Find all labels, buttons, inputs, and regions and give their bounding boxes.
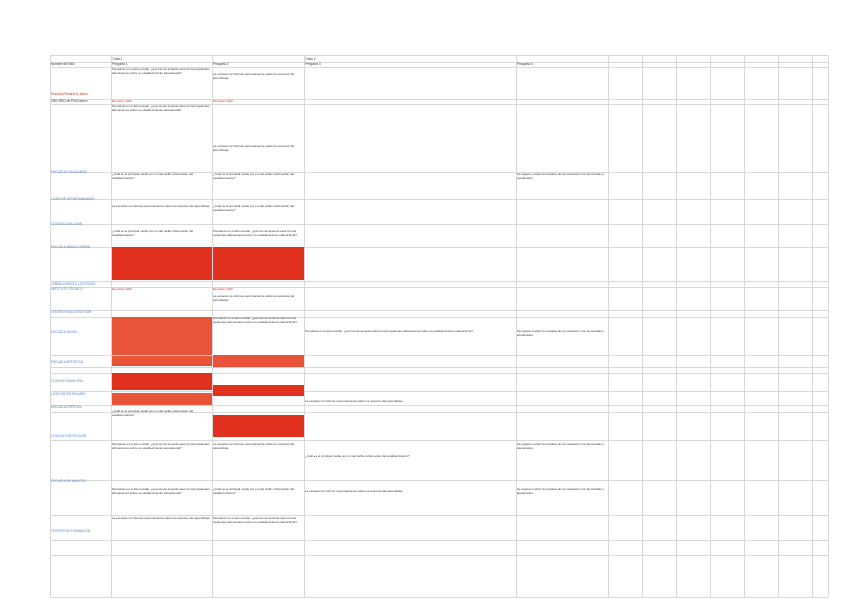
alert-marker: Red Alert 2020 (112, 99, 132, 103)
cell-text: La escuela me informa oportunamente sobre los avances del aprendizaje (213, 442, 296, 450)
alert-cell[interactable] (213, 355, 304, 367)
row-name[interactable]: ESCUELA ARTÍSTICA (51, 360, 84, 364)
col-names-header: Nombre del Sitio (51, 62, 75, 66)
cell-text: ¿Cuál es el principal medio por el cual recibe información del establecimiento? (112, 229, 194, 237)
row-name[interactable]: COLEGIO MUNICIPAL (51, 379, 84, 383)
alert-cell[interactable] (213, 415, 304, 437)
col-preg2-header: Pregunta 2 (213, 62, 229, 66)
alert-cell[interactable] (112, 247, 212, 280)
cell-text: ¿Cuál es el principal medio por el cual recibe información del establecimiento? (213, 487, 295, 495)
row-name[interactable]: COLEGIO PARTICULAR (51, 434, 87, 438)
cell-text: Se sugiere revisar los canales de comunicación con las familias y apoderados (517, 329, 605, 337)
row-name[interactable]: ESCUELA RURAL (51, 330, 78, 334)
grid-col-line (828, 55, 829, 597)
alert-cell[interactable] (112, 373, 212, 390)
row-name[interactable]: ESCUELA LOS ALAMOS (51, 170, 87, 174)
row-name[interactable]: COLEGIO SAN JUAN (51, 222, 83, 226)
alert-cell[interactable] (112, 393, 212, 405)
grid-row-line (50, 310, 828, 311)
grid-row-line (50, 55, 828, 56)
cell-text: Pensando en el año escolar, ¿qué tan de acuerdo está con las siguientes afirmaciones sobre su establecimiento educacional? (112, 104, 211, 112)
title-1: Título 1 (112, 57, 123, 61)
cell-text: Pensando en el año escolar, ¿qué tan de acuerdo está con las siguientes afirmaciones sobre su establecimiento educacional? (213, 316, 298, 324)
cell-text: Pensando en el año escolar, ¿qué tan de acuerdo está con las siguientes afirmaciones sobre su establecimiento educacional? (112, 67, 211, 75)
cell-text: Pensando en el año escolar, ¿qué tan de acuerdo está con las siguientes afirmaciones sobre su establecimiento educacional? (112, 487, 211, 495)
cell-text: La escuela me informa oportunamente sobre los avances del aprendizaje (305, 489, 403, 493)
grid-row-line (50, 199, 828, 200)
grid-row-line (50, 540, 828, 541)
row-name[interactable]: 2002 RED de PDA Nuevo (51, 99, 88, 103)
grid-row-line (50, 440, 828, 441)
grid-row-line (50, 597, 828, 598)
grid-row-line (50, 480, 828, 481)
row-name[interactable]: LICEO DE OPORTUNIDADES (51, 197, 95, 201)
cell-text: La escuela me informa oportunamente sobre los avances del aprendizaje (213, 294, 296, 302)
cell-text: ¿Cuál es el principal medio por el cual recibe información del establecimiento? (213, 172, 295, 180)
cell-text: Se sugiere revisar los canales de comunicación con las familias y apoderados (517, 172, 605, 180)
grid-row-line (50, 391, 828, 392)
col-preg4-header: Pregunta 4 (517, 62, 533, 66)
col-preg3-header: Pregunta 3 (305, 62, 321, 66)
row-name[interactable]: Escuela Primaria & Jardín (51, 92, 88, 96)
cell-text: ¿Cuál es el principal medio por el cual recibe información del establecimiento? (112, 409, 194, 417)
row-name[interactable]: INSTITUTO TÉCNICO (51, 287, 83, 291)
alert-cell[interactable] (213, 247, 304, 280)
alert-cell[interactable] (112, 356, 212, 366)
cell-text: Se sugiere revisar los canales de comunicación con las familias y apoderados (517, 442, 605, 450)
cell-text: ¿Cuál es el principal medio por el cual recibe información del establecimiento? (213, 204, 295, 212)
cell-text: La escuela me informa oportunamente sobre los avances del aprendizaje (112, 204, 210, 208)
row-name[interactable]: JARDÍN INFANTIL LOS PINOS (51, 282, 96, 286)
title-2: Título 2 (305, 57, 316, 61)
cell-text: Se sugiere revisar los canales de comunicación con las familias y apoderados (517, 487, 605, 495)
alert-marker: Red Alert 2020 (213, 287, 233, 291)
grid-row-line (50, 367, 828, 368)
cell-text: ¿Cuál es el principal medio por el cual recibe información del establecimiento? (112, 172, 194, 180)
row-name[interactable]: CENTRO EDUCATIVO SUR (51, 310, 92, 314)
cell-text: ¿Cuál es el principal medio por el cual recibe información del establecimiento? (305, 454, 410, 458)
grid-row-line (50, 281, 828, 282)
alert-marker: Red Alert 2020 (112, 287, 132, 291)
cell-text: La escuela me informa oportunamente sobre los avances del aprendizaje (305, 399, 403, 403)
cell-text: La escuela me informa oportunamente sobre los avances del aprendizaje (112, 516, 210, 520)
row-name[interactable]: CENTRO DE FORMACIÓN (51, 529, 91, 533)
alert-cell[interactable] (112, 317, 212, 355)
row-name[interactable]: ESCUELA BÁSICA VERDE (51, 245, 90, 249)
alert-marker: Red Alert 2020 (213, 99, 233, 103)
col-preg1-header: Pregunta 1 (112, 62, 128, 66)
spreadsheet (50, 55, 828, 597)
cell-text: Pensando en el año escolar, ¿qué tan de acuerdo está con las siguientes afirmaciones sobre su establecimiento educacional? (305, 329, 473, 333)
cell-text: La escuela me informa oportunamente sobre los avances del aprendizaje (213, 72, 296, 80)
row-name[interactable]: LICEO BICENTENARIO (51, 392, 86, 396)
cell-text: Pensando en el año escolar, ¿qué tan de acuerdo está con las siguientes afirmaciones sobre su establecimiento educacional? (213, 229, 298, 237)
row-name[interactable]: ESCUELA ESPECIAL (51, 405, 83, 409)
cell-text: La escuela me informa oportunamente sobre los avances del aprendizaje (213, 144, 296, 152)
alert-cell[interactable] (213, 385, 304, 396)
row-name[interactable]: ESCUELA DE ADULTOS (51, 479, 87, 483)
grid-row-line (50, 555, 828, 556)
cell-text: Pensando en el año escolar, ¿qué tan de acuerdo está con las siguientes afirmaciones sobre su establecimiento educacional? (213, 516, 298, 524)
cell-text: Pensando en el año escolar, ¿qué tan de acuerdo está con las siguientes afirmaciones sobre su establecimiento educacional? (112, 442, 211, 450)
